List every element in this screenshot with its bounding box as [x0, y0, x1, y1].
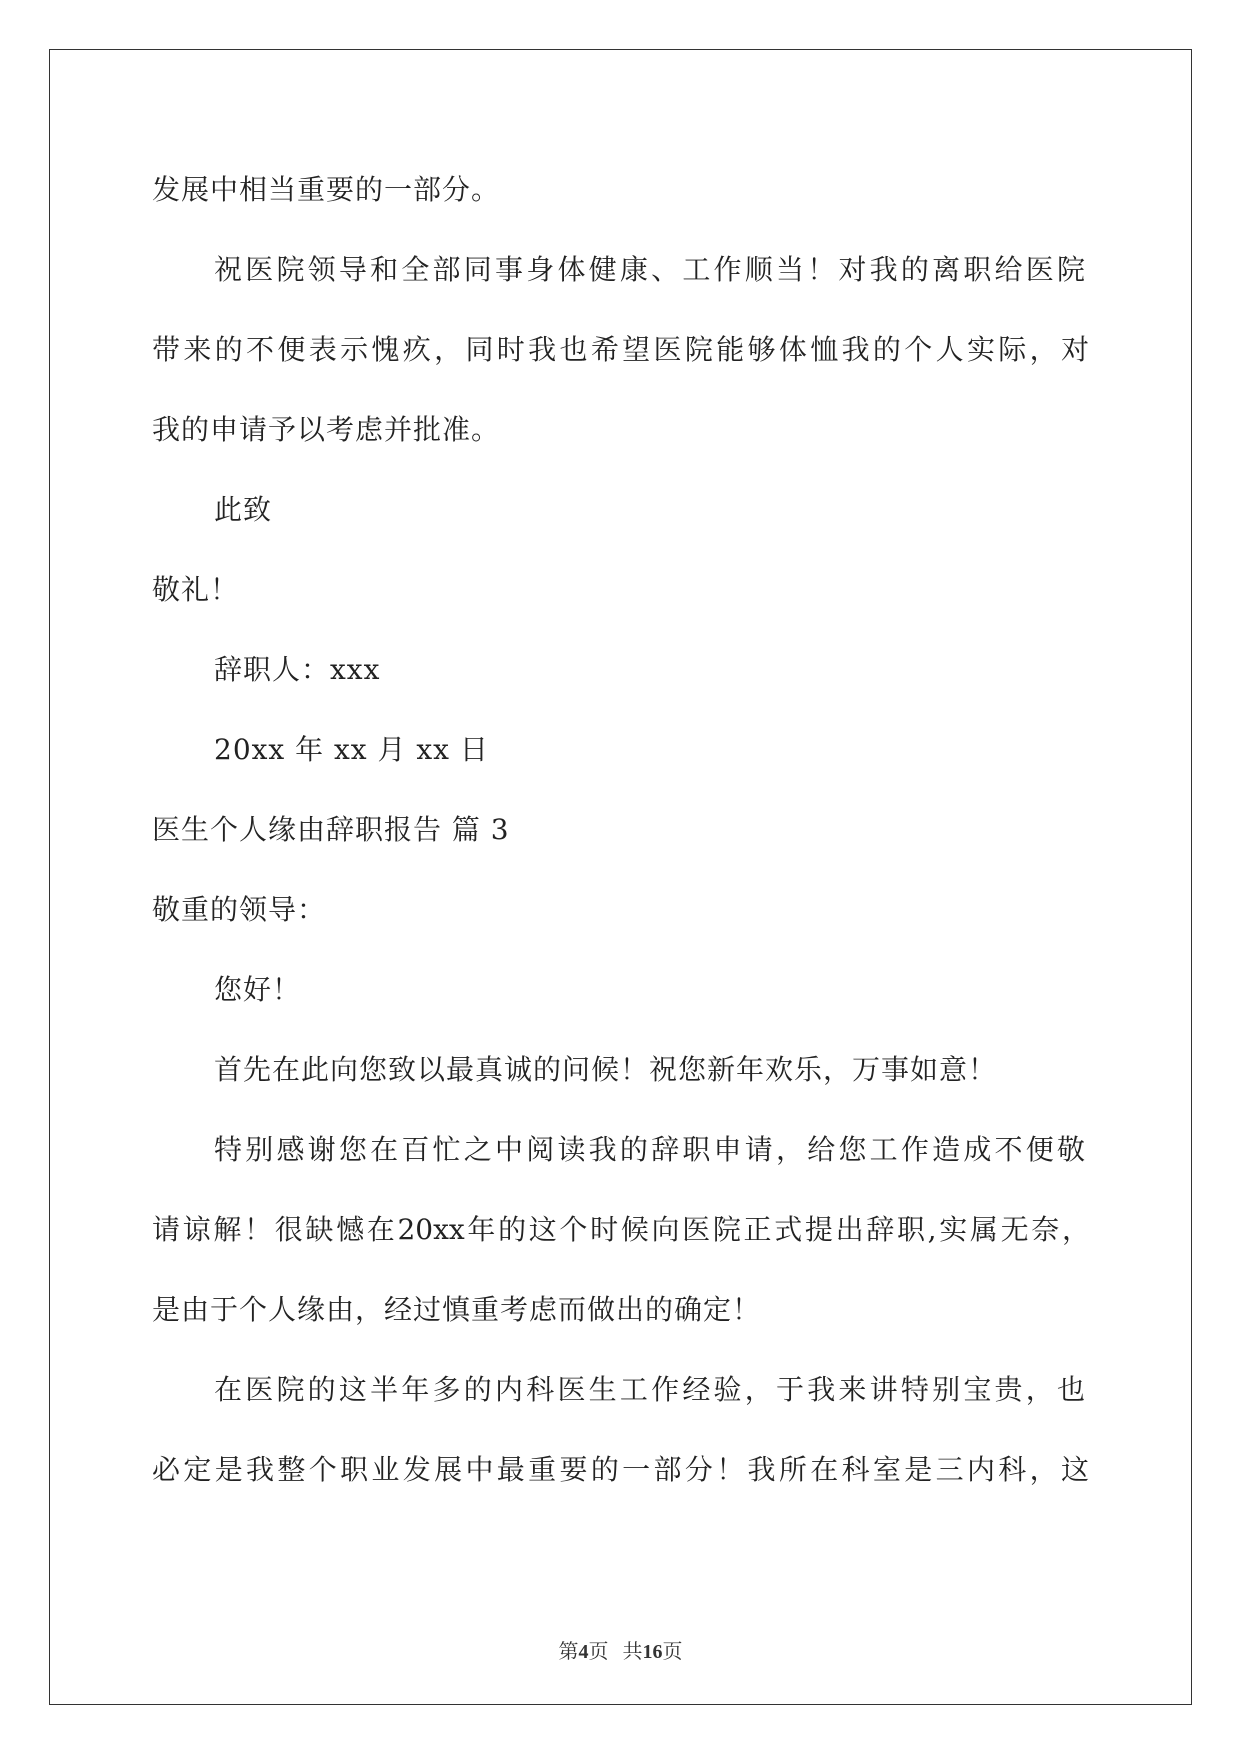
letter-hello: 您好！ — [214, 973, 302, 1006]
text-line-14: 请谅解！很缺憾在20xx年的这个时候向医院正式提出辞职,实属无奈， — [152, 1213, 1090, 1246]
text-line-15: 是由于个人缘由，经过慎重考虑而做出的确定！ — [152, 1293, 762, 1326]
text-line-17: 必定是我整个职业发展中最重要的一部分！我所在科室是三内科，这 — [152, 1453, 1090, 1486]
text-line-13: 特别感谢您在百忙之中阅读我的辞职申请，给您工作造成不便敬 — [214, 1133, 1086, 1166]
closing-regards: 敬礼！ — [152, 573, 240, 606]
text-line-3: 带来的不便表示愧疚，同时我也希望医院能够体恤我的个人实际，对 — [152, 333, 1090, 366]
footer-page-prefix: 第 — [558, 1641, 579, 1663]
page-footer — [0, 1638, 1241, 1666]
footer-total-prefix: 共 — [622, 1641, 643, 1663]
footer-page-number: 4 — [578, 1641, 589, 1663]
text-line-16: 在医院的这半年多的内科医生工作经验，于我来讲特别宝贵，也 — [214, 1373, 1086, 1406]
text-line-2: 祝医院领导和全部同事身体健康、工作顺当！对我的离职给医院 — [214, 253, 1086, 286]
text-line-4: 我的申请予以考虑并批准。 — [152, 413, 501, 446]
signature-date: 20xx 年 xx 月 xx 日 — [214, 733, 489, 766]
text-line-1: 发展中相当重要的一部分。 — [152, 173, 501, 206]
signature-name: 辞职人：xxx — [214, 653, 381, 686]
footer-page-suffix: 页 — [588, 1641, 609, 1663]
footer-total-suffix: 页 — [662, 1641, 683, 1663]
section-heading: 医生个人缘由辞职报告 篇 3 — [152, 813, 510, 846]
footer-total-pages: 16 — [642, 1641, 663, 1663]
letter-greeting: 敬重的领导： — [152, 893, 327, 926]
closing-salutation: 此致 — [214, 493, 273, 526]
text-line-12: 首先在此向您致以最真诚的问候！祝您新年欢乐，万事如意！ — [214, 1053, 998, 1086]
